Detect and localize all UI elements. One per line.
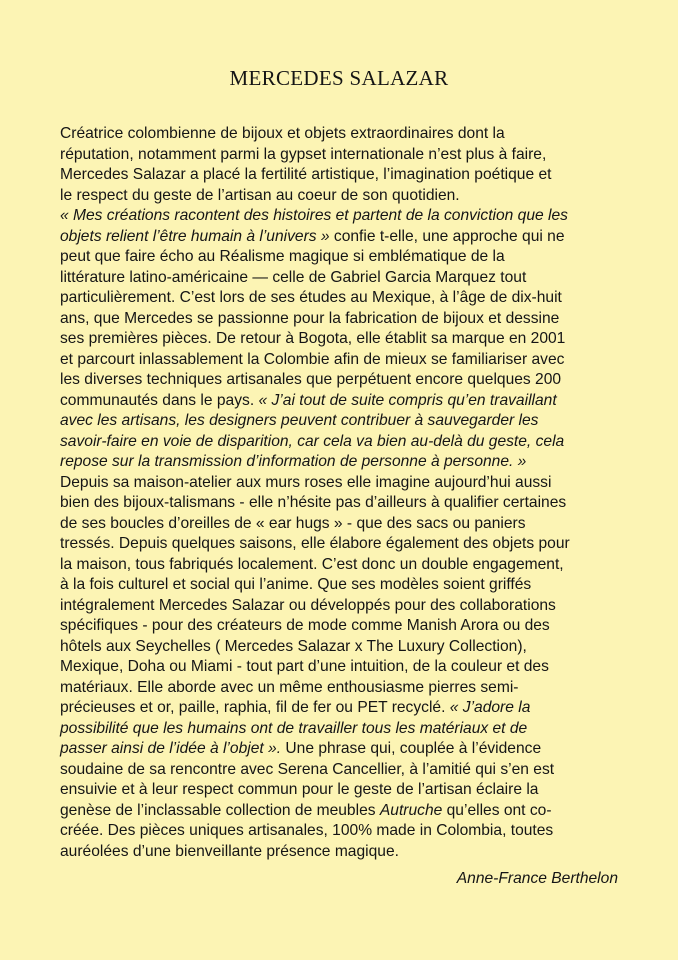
text-line [60, 760, 660, 781]
body-text-segment: bien des bijoux-talismans - elle n’hésite pas d’ailleurs à qualifier certaines [60, 494, 567, 511]
text-line [60, 637, 660, 658]
body-text-segment: et parcourt inlassablement la Colombie afin de mieux se familiariser avec [60, 350, 565, 368]
quote-text: « J’ai tout de suite compris qu’en travaillant [258, 391, 557, 409]
body-text-segment: ans, que Mercedes se passionne pour la fabrication de bijoux et dessine [60, 309, 560, 327]
author-signature: Anne-France Berthelon [456, 870, 618, 887]
body-text-segment: auréolées d’une bienveillante présence magique. [60, 842, 399, 860]
body-text-segment: créée. Des pièces uniques artisanales, 100% made in Colombia, toutes [60, 822, 554, 839]
text-line [60, 780, 660, 801]
body-text-segment: les diverses techniques artisanales que perpétuent encore quelques 200 [60, 371, 562, 388]
body-text-segment: la maison, tous fabriqués localement. C’est donc un double engagement, [60, 555, 564, 573]
body-text-segment: le respect du geste de l’artisan au coeur de son quotidien. [60, 186, 460, 204]
text-line [60, 350, 660, 371]
body-text-segment: peut que faire écho au Réalisme magique si emblématique de la [60, 248, 505, 265]
body-text-segment: Une phrase qui, couplée à l’évidence [281, 740, 542, 757]
quote-text: « Mes créations racontent des histoires et partent de la conviction que les [60, 207, 568, 224]
text-line [60, 391, 660, 412]
text-line [60, 719, 660, 740]
text-line [60, 678, 660, 699]
text-line [60, 616, 660, 637]
quote-text: possibilité que les humains ont de travailler tous les matériaux et de [60, 719, 528, 737]
text-line [60, 575, 660, 596]
text-line [60, 452, 660, 473]
text-line [60, 411, 660, 432]
body-text-segment: Mercedes Salazar a placé la fertilité artistique, l’imagination poétique et [60, 166, 552, 183]
text-line [60, 801, 660, 822]
body-text-segment: tressés. Depuis quelques saisons, elle élabore également des objets pour [60, 535, 570, 552]
body-text-segment: Mexique, Doha ou Miami - tout part d’une intuition, de la couleur et des [60, 658, 549, 675]
body-text-segment: Créatrice colombienne de bijoux et objets extraordinaires dont la [60, 125, 505, 142]
text-line [60, 227, 660, 248]
text-line [60, 555, 660, 576]
quote-text: Autruche [379, 801, 443, 819]
text-line [60, 247, 660, 268]
text-line [60, 206, 660, 227]
text-line [60, 186, 660, 207]
body-text-segment: réputation, notamment parmi la gypset internationale n’est plus à faire, [60, 145, 547, 163]
text-line [60, 329, 660, 350]
body-text-segment: confie t-elle, une approche qui ne [329, 227, 565, 245]
body-text-segment: hôtels aux Seychelles ( Mercedes Salazar x The Luxury Collection), [60, 637, 527, 655]
text-line [60, 288, 660, 309]
text-line [60, 370, 660, 391]
page-title: MERCEDES SALAZAR [229, 66, 449, 90]
text-line [60, 596, 660, 617]
quote-text: savoir-faire en voie de disparition, car cela va bien au-delà du geste, cela [60, 432, 565, 450]
text-line [60, 145, 660, 166]
body-text-segment: littérature latino-américaine — celle de Gabriel Garcia Marquez tout [60, 268, 527, 286]
body-text-segment: qu’elles ont co- [442, 801, 552, 819]
body-text-segment: Depuis sa maison-atelier aux murs roses elle imagine aujourd’hui aussi [60, 473, 552, 491]
text-line [60, 493, 660, 514]
text-line [60, 432, 660, 453]
text-line [60, 821, 660, 842]
text-line [60, 739, 660, 760]
body-text-segment: genèse de l’inclassable collection de meubles [60, 801, 380, 819]
quote-text: objets relient l’être humain à l’univers » [60, 227, 330, 245]
text-line [60, 124, 660, 145]
body-text-segment: particulièrement. C’est lors de ses études au Mexique, à l’âge de dix-huit [60, 289, 562, 306]
text-line [60, 514, 660, 535]
body-text-segment: précieuses et or, paille, raphia, fil de fer ou PET recyclé. [60, 699, 450, 716]
text-line [60, 165, 660, 186]
text-line [60, 309, 660, 330]
body-text-segment: matériaux. Elle aborde avec un même enthousiasme pierres semi- [60, 678, 519, 696]
text-line [60, 473, 660, 494]
body-text-segment: de ses boucles d’oreilles de « ear hugs » - que des sacs ou paniers [60, 514, 526, 532]
body-text-segment: à la fois culturel et social qui l’anime. Que ses modèles soient griffés [60, 576, 532, 593]
text-line [60, 534, 660, 555]
body-text-segment: spécifiques - pour des créateurs de mode comme Manish Arora ou des [60, 617, 550, 634]
text-line [60, 842, 660, 863]
text-line [60, 698, 660, 719]
body-text-segment: communautés dans le pays. [60, 391, 259, 409]
quote-text: passer ainsi de l’idée à l’objet ». [60, 740, 282, 757]
text-line [60, 268, 660, 289]
text-line [60, 657, 660, 678]
quote-text: repose sur la transmission d’information de personne à personne. » [60, 453, 527, 470]
body-text-segment: intégralement Mercedes Salazar ou développés pour des collaborations [60, 596, 556, 614]
article-body [60, 124, 660, 862]
quote-text: avec les artisans, les designers peuvent contribuer à sauvegarder les [60, 412, 539, 429]
body-text-segment: soudaine de sa rencontre avec Serena Cancellier, à l’amitié qui s’en est [60, 760, 555, 778]
quote-text: « J’adore la [449, 699, 531, 716]
body-text-segment: ses premières pièces. De retour à Bogota, elle établit sa marque en 2001 [60, 330, 566, 347]
body-text-segment: ensuivie et à leur respect commun pour le geste de l’artisan éclaire la [60, 781, 539, 798]
